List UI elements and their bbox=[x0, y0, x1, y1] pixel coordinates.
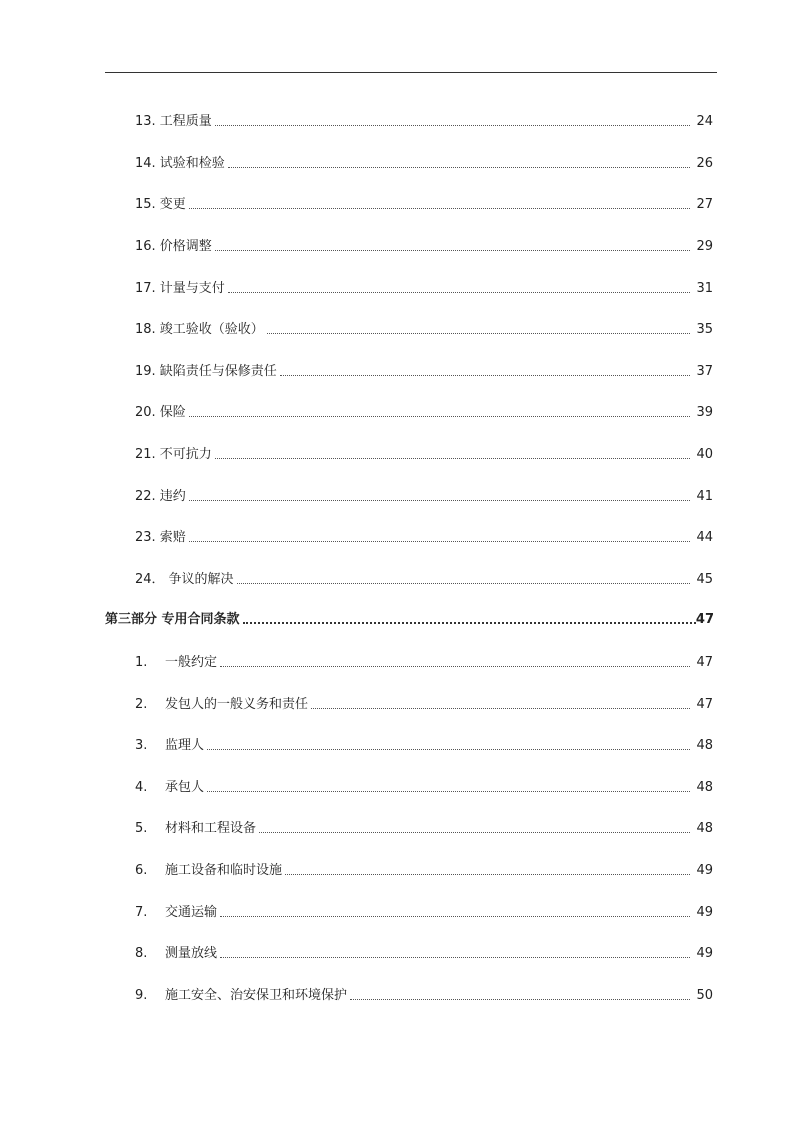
toc-entry-title: 施工安全、治安保卫和环境保护 bbox=[165, 988, 348, 1003]
toc-entry[interactable] bbox=[135, 193, 713, 213]
toc-entry-number: 7. bbox=[135, 905, 148, 920]
dot-leader bbox=[189, 208, 691, 209]
toc-entry[interactable] bbox=[135, 776, 713, 796]
toc-entry-page: 49 bbox=[696, 946, 713, 961]
dot-leader bbox=[207, 791, 690, 792]
toc-entry-page: 44 bbox=[696, 530, 713, 545]
toc-entry[interactable] bbox=[135, 734, 713, 754]
toc-entry-page: 49 bbox=[696, 863, 713, 878]
toc-entry-title: 价格调整 bbox=[159, 239, 212, 254]
toc-part-heading[interactable] bbox=[105, 608, 714, 628]
dot-leader bbox=[189, 541, 691, 542]
dot-leader bbox=[228, 167, 691, 168]
toc-entry-page: 35 bbox=[696, 322, 713, 337]
dot-leader bbox=[243, 622, 696, 624]
dot-leader bbox=[189, 416, 691, 417]
toc-entry-page: 45 bbox=[696, 572, 713, 587]
toc-entry-page: 48 bbox=[696, 821, 713, 836]
toc-entry-number: 9. bbox=[135, 988, 148, 1003]
toc-entry[interactable] bbox=[135, 485, 713, 505]
toc-entry-number: 17. bbox=[135, 281, 156, 296]
toc-entry[interactable] bbox=[135, 942, 713, 962]
toc-entry-page: 29 bbox=[696, 239, 713, 254]
toc-entry-page: 26 bbox=[696, 156, 713, 171]
dot-leader bbox=[267, 333, 691, 334]
toc-entry-page: 41 bbox=[696, 489, 713, 504]
toc-entry-page: 37 bbox=[696, 364, 713, 379]
toc-entry-page: 48 bbox=[696, 780, 713, 795]
toc-entry[interactable] bbox=[135, 277, 713, 297]
toc-entry-title: 发包人的一般义务和责任 bbox=[165, 697, 309, 712]
toc-entry-number: 16. bbox=[135, 239, 156, 254]
toc-entry-page: 47 bbox=[696, 697, 713, 712]
dot-leader bbox=[215, 458, 691, 459]
toc-entry-number: 1. bbox=[135, 655, 148, 670]
toc-entry-number: 22. bbox=[135, 489, 156, 504]
toc-entry-title: 监理人 bbox=[165, 738, 205, 753]
toc-entry-page: 40 bbox=[696, 447, 713, 462]
toc-entry-title: 一般约定 bbox=[165, 655, 218, 670]
dot-leader bbox=[285, 874, 690, 875]
toc-entry-page: 48 bbox=[696, 738, 713, 753]
toc-entry-page: 31 bbox=[696, 281, 713, 296]
toc-entry-title: 试验和检验 bbox=[159, 156, 225, 171]
dot-leader bbox=[350, 999, 690, 1000]
toc-entry-title: 违约 bbox=[159, 489, 186, 504]
toc-entry[interactable] bbox=[135, 235, 713, 255]
dot-leader bbox=[259, 832, 690, 833]
toc-entry[interactable] bbox=[135, 984, 713, 1004]
toc-entry-number: 14. bbox=[135, 156, 156, 171]
toc-entry-number: 8. bbox=[135, 946, 148, 961]
toc-entry[interactable] bbox=[135, 568, 713, 588]
dot-leader bbox=[237, 583, 691, 584]
dot-leader bbox=[220, 957, 690, 958]
toc-part-page: 47 bbox=[695, 612, 714, 627]
toc-entry-number: 5. bbox=[135, 821, 148, 836]
dot-leader bbox=[220, 666, 690, 667]
toc-entry-page: 27 bbox=[696, 197, 713, 212]
toc-entry-page: 47 bbox=[696, 655, 713, 670]
toc-entry-title: 争议的解决 bbox=[168, 572, 234, 587]
toc-entry-number: 13. bbox=[135, 114, 156, 129]
toc-entry[interactable] bbox=[135, 817, 713, 837]
toc-entry-number: 3. bbox=[135, 738, 148, 753]
toc-entry-number: 24． bbox=[135, 572, 165, 587]
toc-entry-title: 交通运输 bbox=[165, 905, 218, 920]
toc-entry-number: 21. bbox=[135, 447, 156, 462]
toc-entry-title: 缺陷责任与保修责任 bbox=[159, 364, 277, 379]
dot-leader bbox=[280, 375, 691, 376]
toc-entry[interactable] bbox=[135, 360, 713, 380]
toc-entry-number: 2. bbox=[135, 697, 148, 712]
toc-entry[interactable] bbox=[135, 526, 713, 546]
toc-entry-title: 保险 bbox=[159, 405, 186, 420]
toc-entry[interactable] bbox=[135, 443, 713, 463]
toc-entry-title: 工程质量 bbox=[159, 114, 212, 129]
toc-entry-page: 24 bbox=[696, 114, 713, 129]
dot-leader bbox=[215, 250, 691, 251]
toc-entry[interactable] bbox=[135, 651, 713, 671]
toc-entry[interactable] bbox=[135, 901, 713, 921]
toc-entry-page: 50 bbox=[696, 988, 713, 1003]
toc-entry[interactable] bbox=[135, 152, 713, 172]
toc-entry[interactable] bbox=[135, 110, 713, 130]
toc-entry-page: 49 bbox=[696, 905, 713, 920]
dot-leader bbox=[189, 500, 691, 501]
toc-entry-title: 计量与支付 bbox=[159, 281, 225, 296]
toc-entry-title: 变更 bbox=[159, 197, 186, 212]
toc-part-title: 第三部分 专用合同条款 bbox=[105, 612, 240, 627]
toc-entry-title: 不可抗力 bbox=[159, 447, 212, 462]
header-rule bbox=[105, 72, 717, 73]
toc-entry-page: 39 bbox=[696, 405, 713, 420]
toc-entry[interactable] bbox=[135, 401, 713, 421]
toc-entry-title: 承包人 bbox=[165, 780, 205, 795]
toc-entry-title: 索赔 bbox=[159, 530, 186, 545]
toc-entry[interactable] bbox=[135, 693, 713, 713]
toc-entry-number: 18. bbox=[135, 322, 156, 337]
toc-entry-title: 测量放线 bbox=[165, 946, 218, 961]
toc-entry-number: 23. bbox=[135, 530, 156, 545]
toc-entry-number: 15. bbox=[135, 197, 156, 212]
toc-entry-number: 6. bbox=[135, 863, 148, 878]
toc-entry-title: 竣工验收（验收） bbox=[159, 322, 264, 337]
dot-leader bbox=[207, 749, 690, 750]
dot-leader bbox=[228, 292, 691, 293]
dot-leader bbox=[311, 708, 690, 709]
toc-entry-title: 施工设备和临时设施 bbox=[165, 863, 283, 878]
toc-entry-title: 材料和工程设备 bbox=[165, 821, 257, 836]
toc-entry[interactable] bbox=[135, 859, 713, 879]
toc-entry-number: 4. bbox=[135, 780, 148, 795]
dot-leader bbox=[215, 125, 691, 126]
toc-entry[interactable] bbox=[135, 318, 713, 338]
toc-entry-number: 19. bbox=[135, 364, 156, 379]
dot-leader bbox=[220, 916, 690, 917]
toc-entry-number: 20. bbox=[135, 405, 156, 420]
